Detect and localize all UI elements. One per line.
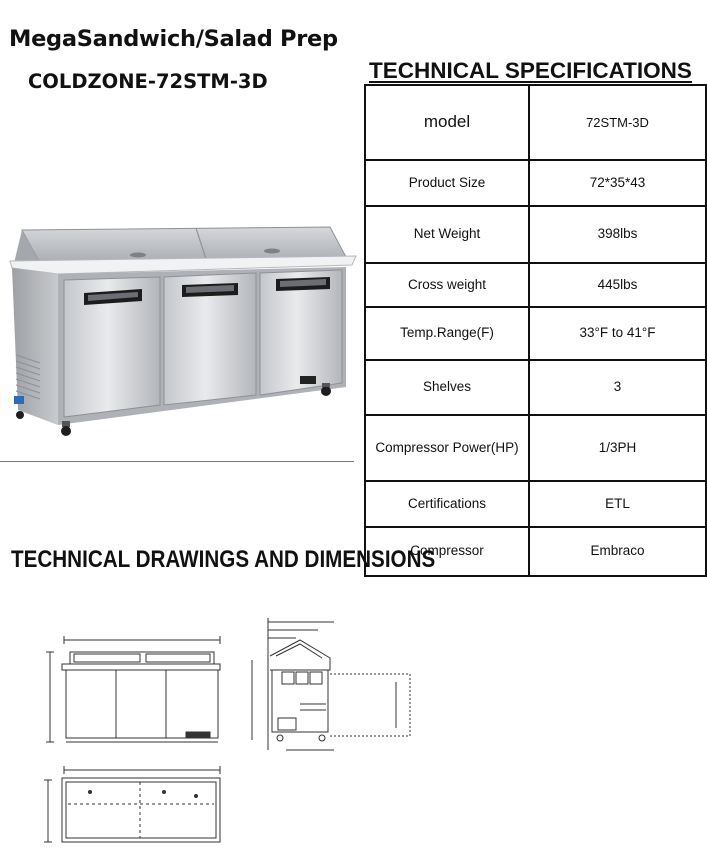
spec-row — [365, 263, 706, 307]
spec-label: Temp.Range(F) — [365, 307, 529, 360]
spec-value: Embraco — [529, 527, 706, 576]
spec-label: Net Weight — [365, 206, 529, 263]
brand-logo — [14, 396, 24, 404]
door-center — [164, 273, 256, 405]
product-title: MegaSandwich/Salad Prep — [9, 26, 338, 52]
spec-value: 33°F to 41°F — [529, 307, 706, 360]
spec-row — [365, 85, 706, 160]
spec-value: 72STM-3D — [529, 85, 706, 160]
spec-row — [365, 206, 706, 263]
spec-value: 398lbs — [529, 206, 706, 263]
spec-row — [365, 307, 706, 360]
spec-value: ETL — [529, 481, 706, 527]
spec-label: Cross weight — [365, 263, 529, 307]
technical-drawings — [0, 600, 420, 867]
spec-label: Certifications — [365, 481, 529, 527]
front-view-drawing — [46, 636, 220, 742]
model-code: COLDZONE-72STM-3D — [28, 70, 268, 93]
side-view-drawing — [252, 618, 410, 750]
spec-label: Compressor — [365, 527, 529, 576]
spec-value: 3 — [529, 360, 706, 415]
spec-label: model — [365, 85, 529, 160]
spec-row — [365, 481, 706, 527]
product-photo — [0, 215, 360, 445]
spec-table — [364, 84, 707, 577]
spec-label: Product Size — [365, 160, 529, 206]
top-view-drawing — [44, 766, 220, 842]
door-right — [260, 270, 342, 395]
spec-value: 72*35*43 — [529, 160, 706, 206]
door-left — [64, 277, 160, 417]
spec-label: Shelves — [365, 360, 529, 415]
spec-row — [365, 360, 706, 415]
spec-value: 445lbs — [529, 263, 706, 307]
spec-row — [365, 415, 706, 481]
drawings-heading: TECHNICAL DRAWINGS AND DIMENSIONS — [11, 546, 436, 573]
spec-heading: TECHNICAL SPECIFICATIONS — [369, 58, 692, 83]
spec-value: 1/3PH — [529, 415, 706, 481]
section-divider — [0, 461, 354, 462]
spec-label: Compressor Power(HP) — [365, 415, 529, 481]
spec-row — [365, 160, 706, 206]
